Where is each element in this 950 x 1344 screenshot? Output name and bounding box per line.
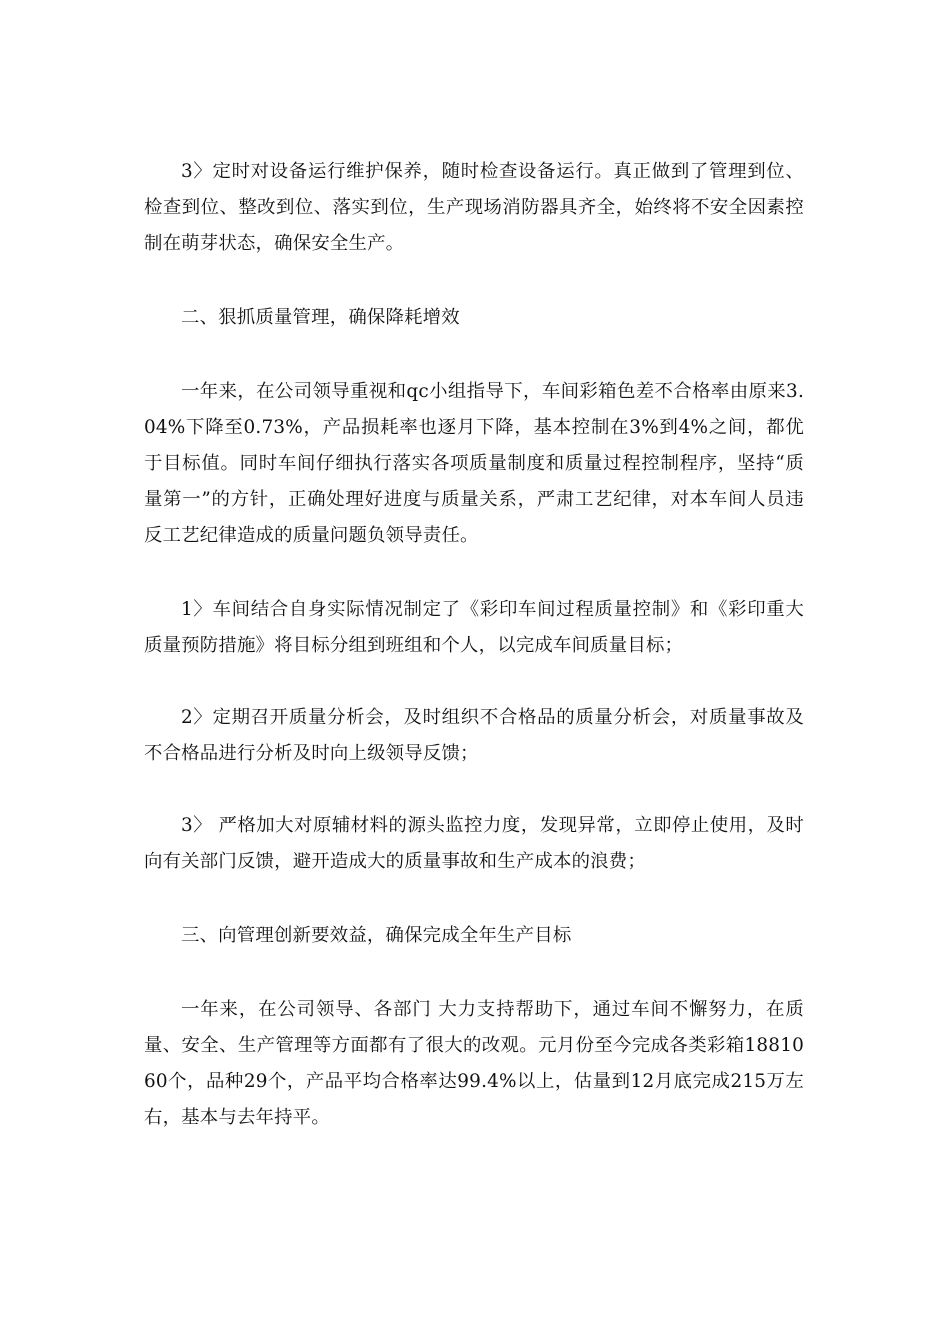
paragraph-quality-item-1: 1〉车间结合自身实际情况制定了《彩印车间过程质量控制》和《彩印重大质量预防措施》将目标分组到班组和个人，以完成车间质量目标； <box>144 599 804 656</box>
paragraph-quality-item-2: 2〉定期召开质量分析会，及时组织不合格品的质量分析会，对质量事故及不合格品进行分析及时向上级领导反馈； <box>144 707 804 764</box>
paragraph-quality-summary: 一年来，在公司领导重视和qc小组指导下，车间彩箱色差不合格率由原来3.04%下降至0.73%，产品损耗率也逐月下降，基本控制在3%到4%之间，都优于目标值。同时车间仔细执行落实各项质量制度和质量过程控制程序，坚持“质量第一”的方针，正确处理好进度与质量关系，严肃工艺纪律，对本车间人员违反工艺纪律造成的质量问题负领导责任。 <box>144 381 804 546</box>
paragraph-equipment-maintenance: 3〉定时对设备运行维护保养，随时检查设备运行。真正做到了管理到位、检查到位、整改到位、落实到位，生产现场消防器具齐全，始终将不安全因素控制在萌芽状态，确保安全生产。 <box>144 161 804 254</box>
paragraph-quality-item-3: 3〉 严格加大对原辅材料的源头监控力度，发现异常，立即停止使用，及时向有关部门反馈，避开造成大的质量事故和生产成本的浪费； <box>144 815 804 872</box>
paragraph-production-summary: 一年来，在公司领导、各部门 大力支持帮助下，通过车间不懈努力，在质量、安全、生产管理等方面都有了很大的改观。元月份至今完成各类彩箱1881060个，品种29个，产品平均合格率达99.4%以上，估量到12月底完成215万左右，基本与去年持平。 <box>144 999 804 1128</box>
document-page <box>144 154 804 1136</box>
section-heading-quality: 二、狠抓质量管理，确保降耗增效 <box>181 307 460 328</box>
section-heading-innovation: 三、向管理创新要效益，确保完成全年生产目标 <box>181 925 572 946</box>
